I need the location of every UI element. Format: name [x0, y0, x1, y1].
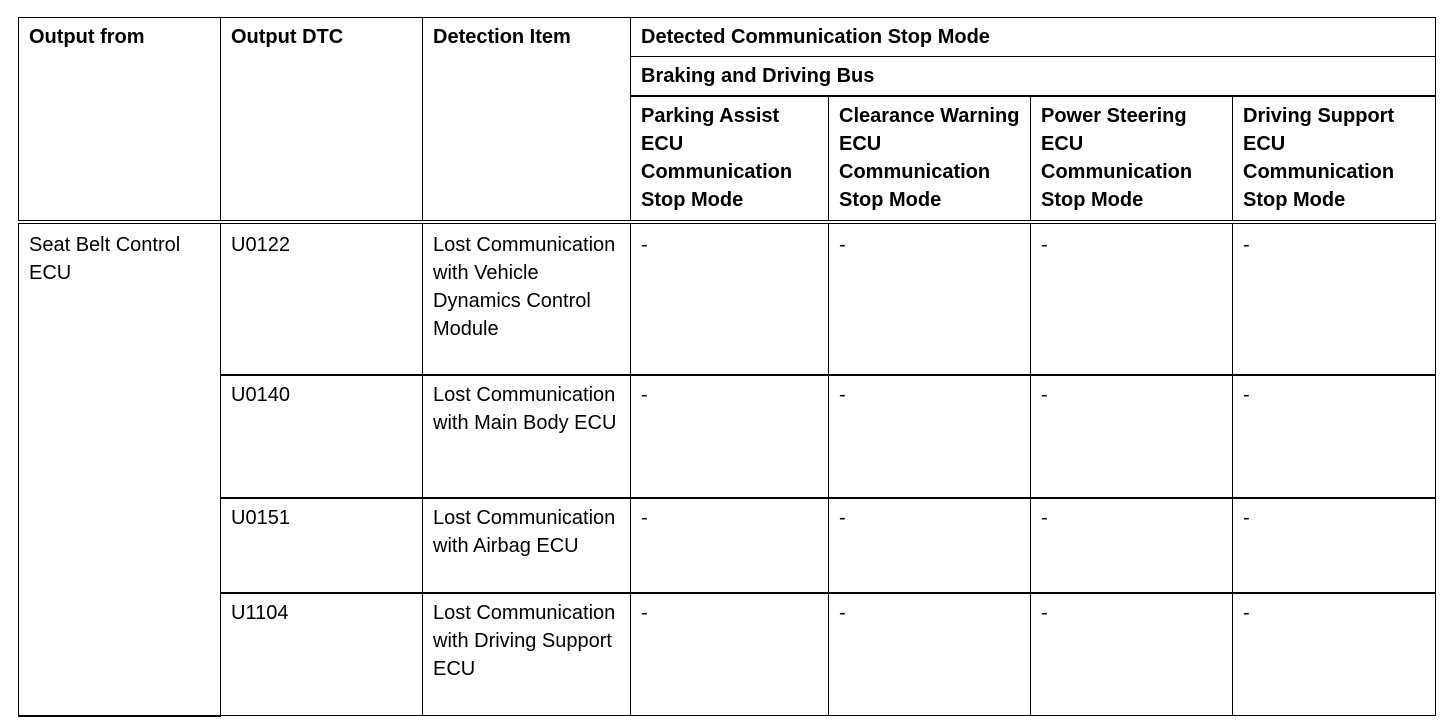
header-mode-driving-support: Driving Support ECU Communication Stop Mode — [1233, 96, 1436, 222]
table-row — [19, 222, 1436, 375]
cell-mode-value: - — [1233, 593, 1436, 716]
cell-mode-value: - — [1233, 375, 1436, 498]
cell-dtc: U0151 — [221, 498, 423, 593]
header-row-1 — [19, 18, 1436, 57]
cell-mode-value: - — [829, 222, 1031, 375]
cell-detection-item: Lost Communication with Driving Support ECU — [423, 593, 631, 716]
cell-mode-value: - — [1031, 498, 1233, 593]
cell-dtc: U0140 — [221, 375, 423, 498]
cell-detection-item: Lost Communication with Main Body ECU — [423, 375, 631, 498]
cell-dtc: U1104 — [221, 593, 423, 716]
table-body — [19, 222, 1436, 716]
header-mode-power-steering: Power Steering ECU Communication Stop Mode — [1031, 96, 1233, 222]
cell-mode-value: - — [1031, 222, 1233, 375]
cell-mode-value: - — [1031, 593, 1233, 716]
table-row — [19, 593, 1436, 716]
cell-mode-value: - — [829, 375, 1031, 498]
cell-output-from: Seat Belt Control ECU — [19, 222, 221, 716]
cell-detection-item: Lost Communication with Vehicle Dynamics Control Module — [423, 222, 631, 375]
table-header — [19, 18, 1436, 223]
dtc-table — [18, 17, 1436, 717]
cell-mode-value: - — [1233, 222, 1436, 375]
cell-mode-value: - — [1031, 375, 1233, 498]
cell-mode-value: - — [631, 222, 829, 375]
header-output-from: Output from — [19, 18, 221, 223]
cell-mode-value: - — [631, 375, 829, 498]
table-row — [19, 498, 1436, 593]
cell-detection-item: Lost Communication with Airbag ECU — [423, 498, 631, 593]
header-mode-parking-assist: Parking Assist ECU Communication Stop Mode — [631, 96, 829, 222]
cell-dtc: U0122 — [221, 222, 423, 375]
cell-mode-value: - — [829, 593, 1031, 716]
cell-mode-value: - — [829, 498, 1031, 593]
header-output-dtc: Output DTC — [221, 18, 423, 223]
cell-mode-value: - — [631, 593, 829, 716]
header-mode-clearance-warning: Clearance Warning ECU Communication Stop Mode — [829, 96, 1031, 222]
table-row — [19, 375, 1436, 498]
header-bus: Braking and Driving Bus — [631, 57, 1436, 97]
cell-mode-value: - — [1233, 498, 1436, 593]
header-detected-mode: Detected Communication Stop Mode — [631, 18, 1436, 57]
cell-mode-value: - — [631, 498, 829, 593]
header-detection-item: Detection Item — [423, 18, 631, 223]
